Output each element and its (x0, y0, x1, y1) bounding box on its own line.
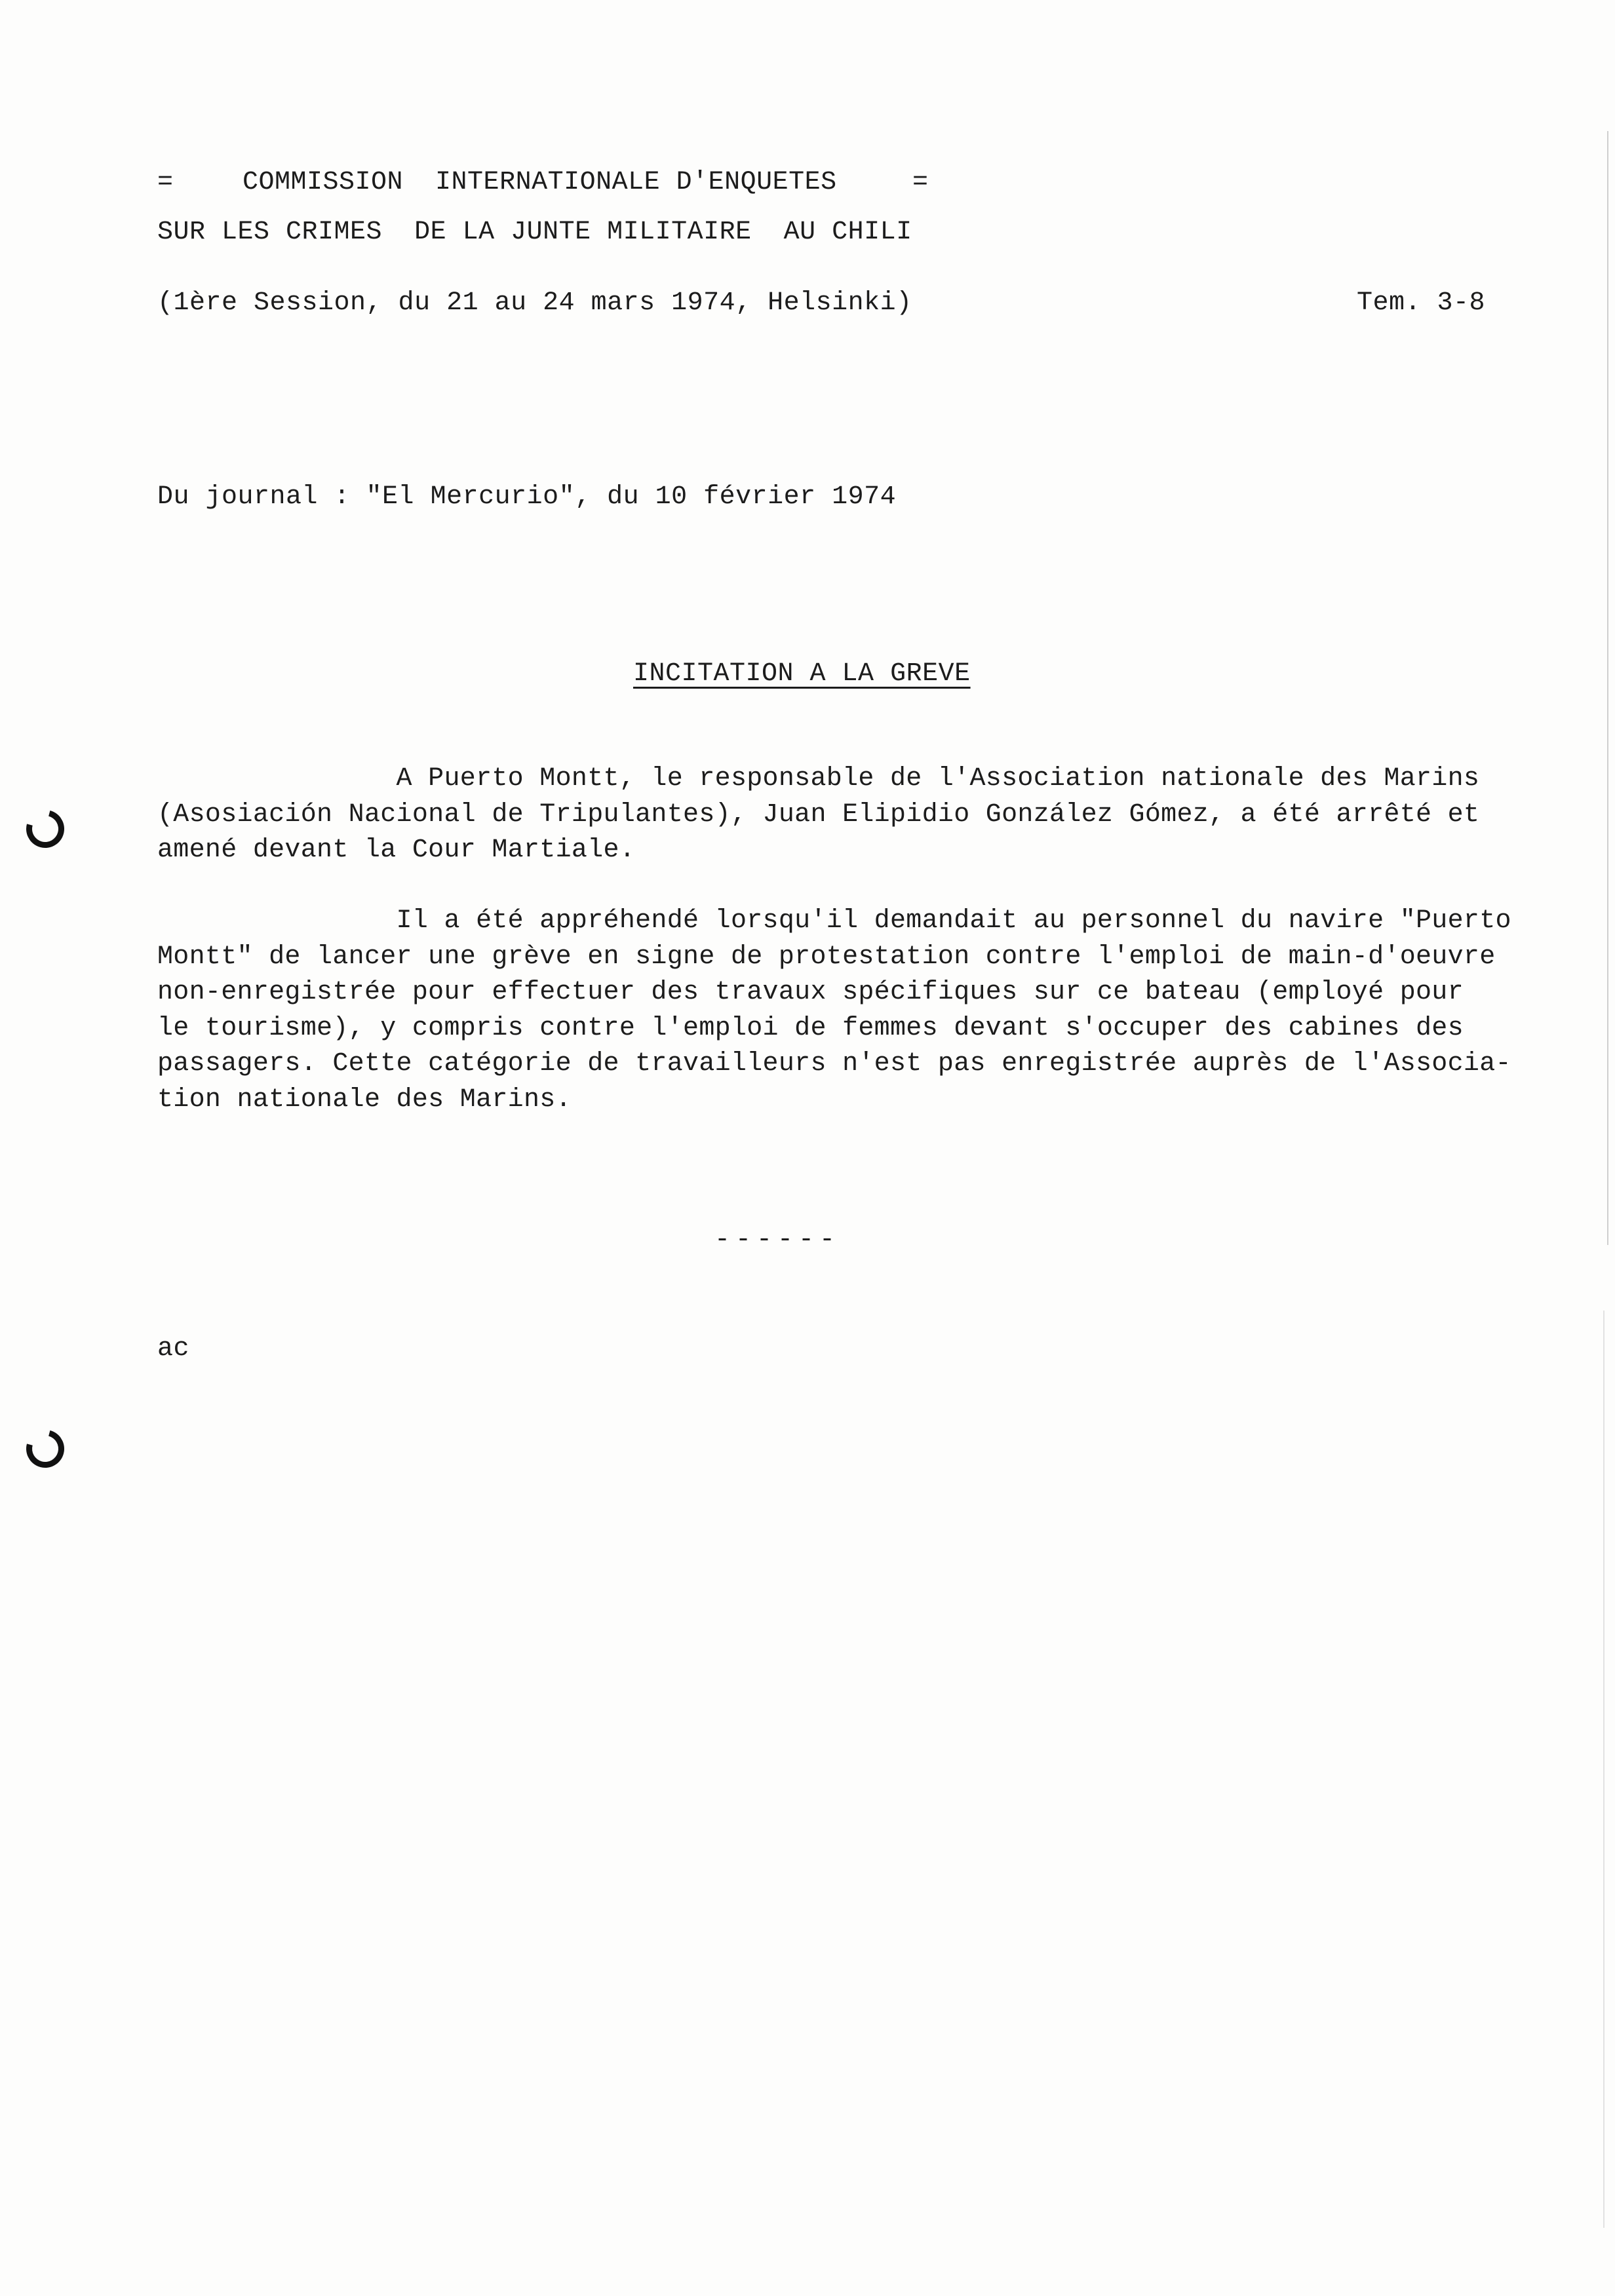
header-title-line-1: COMMISSION INTERNATIONALE D'ENQUETES (243, 168, 837, 197)
header-equals-left: = (157, 168, 174, 197)
session-info: (1ère Session, du 21 au 24 mars 1974, Helsinki) (157, 288, 912, 318)
punch-hole-mark-upper (19, 803, 71, 854)
document-reference: Tem. 3-8 (1357, 288, 1486, 318)
header-equals-right: = (912, 168, 929, 197)
source-line: Du journal : "El Mercurio", du 10 février 1974 (157, 482, 897, 512)
separator-dashes: ------ (714, 1225, 841, 1255)
scan-edge-mark (1603, 1311, 1605, 2228)
scan-edge-mark (1607, 131, 1608, 1245)
typist-initials: ac (157, 1334, 190, 1364)
article-title: INCITATION A LA GREVE (633, 659, 971, 689)
punch-hole-mark-lower (19, 1423, 71, 1474)
header-title-line-2: SUR LES CRIMES DE LA JUNTE MILITAIRE AU CHILI (157, 218, 912, 247)
article-paragraph-1: A Puerto Montt, le responsable de l'Association nationale des Marins (Asosiación Nacional de Tripulantes), Juan Elipidio González Gómez, a été arrêté et amené devant la Cour Martiale. (157, 764, 1480, 865)
article-paragraph-2: Il a été appréhendé lorsqu'il demandait au personnel du navire "Puerto Montt" de lancer une grève en signe de protestation contre l'emploi de main-d'oeuvre non-enregistrée pour effectuer des travaux spécifiques sur ce bateau (employé pour le tourisme), y compris contre l'emploi de femmes devant s'occuper des cabines des passagers. Cette catégorie de travailleurs n'est pas enregistrée auprès de l'Associa- tion nationale des Marins. (157, 906, 1511, 1115)
